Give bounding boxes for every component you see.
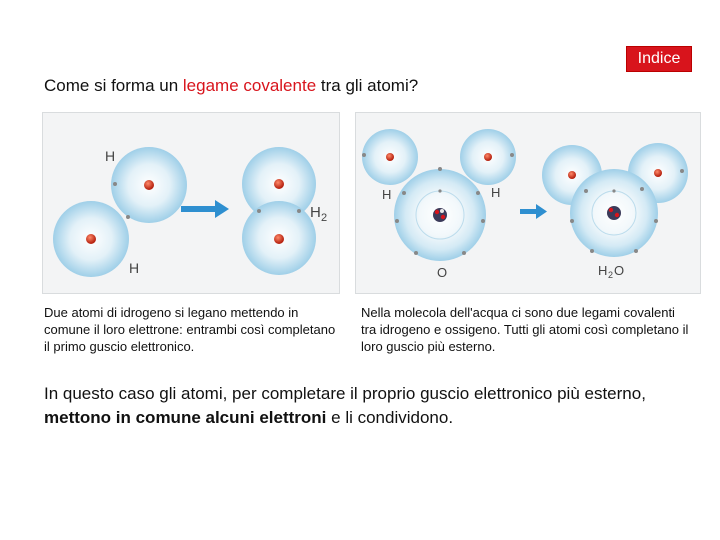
- label-h-bottom: H: [129, 260, 140, 276]
- title-highlight: legame covalente: [182, 76, 317, 95]
- electron: [414, 251, 418, 255]
- electron: [402, 191, 406, 195]
- electron: [395, 219, 399, 223]
- h2-diagram: [43, 113, 339, 293]
- caption-left: [44, 304, 336, 355]
- summary-bold: mettono in comune alcuni elettroni: [44, 408, 327, 427]
- label-h-left: H: [382, 187, 392, 202]
- caption-text: Nella molecola dell'acqua ci sono due legami covalenti tra idrogeno e ossigeno. Tutti gli atomi così completano il loro guscio più esterno.: [361, 305, 689, 354]
- electron: [476, 191, 480, 195]
- electron: [680, 169, 684, 173]
- caption-text: Due atomi di idrogeno si legano mettendo in comune il loro elettrone: entrambi così completano il primo guscio elettronico.: [44, 305, 336, 354]
- summary-text-end: e li condividono.: [326, 408, 454, 427]
- h2-diagram-panel: [42, 112, 340, 294]
- neutron: [440, 209, 444, 213]
- hydrogen-nucleus: [568, 171, 576, 179]
- arrow-icon: [181, 200, 229, 218]
- electron: [640, 187, 644, 191]
- title-text-end: tra gli atomi?: [316, 76, 419, 95]
- hydrogen-nucleus: [386, 153, 394, 161]
- hydrogen-nucleus: [484, 153, 492, 161]
- electron: [481, 219, 485, 223]
- hydrogen-nucleus: [86, 234, 96, 244]
- electron: [590, 249, 594, 253]
- electron: [570, 219, 574, 223]
- label-h2o: H: [598, 263, 608, 278]
- shared-electron: [297, 209, 301, 213]
- electron: [510, 153, 514, 157]
- oxygen-nucleus: [607, 206, 621, 220]
- summary-text: In questo caso gli atomi, per completare il proprio guscio elettronico più esterno,: [44, 384, 646, 403]
- electron: [634, 249, 638, 253]
- label-h2o-subscript: 2: [608, 270, 614, 280]
- electron: [362, 153, 366, 157]
- electron: [438, 189, 441, 192]
- caption-right: [361, 304, 691, 355]
- h2o-diagram-panel: [355, 112, 701, 294]
- label-h2-subscript: 2: [321, 212, 328, 224]
- electron: [462, 251, 466, 255]
- electron: [113, 182, 117, 186]
- index-button[interactable]: Indice: [626, 46, 692, 72]
- hydrogen-nucleus: [144, 180, 154, 190]
- hydrogen-nucleus: [654, 169, 662, 177]
- h2o-diagram: [356, 113, 700, 293]
- proton: [615, 213, 619, 217]
- shared-electron: [257, 209, 261, 213]
- electron: [654, 219, 658, 223]
- electron: [126, 215, 130, 219]
- electron: [612, 189, 615, 192]
- hydrogen-nucleus: [274, 234, 284, 244]
- page-title: [44, 76, 418, 96]
- label-o: O: [437, 265, 448, 280]
- label-h-right: H: [491, 185, 501, 200]
- label-h2: H: [310, 204, 321, 221]
- hydrogen-nucleus: [274, 179, 284, 189]
- label-h2o-o: O: [614, 263, 625, 278]
- title-text: Come si forma un: [44, 76, 183, 95]
- proton: [435, 210, 439, 214]
- electron: [584, 189, 588, 193]
- oxygen-nucleus: [433, 208, 447, 222]
- arrow-icon: [520, 204, 547, 219]
- summary-paragraph: [44, 382, 694, 430]
- label-h-top: H: [105, 148, 116, 164]
- electron: [438, 167, 442, 171]
- proton: [609, 208, 613, 212]
- proton: [441, 215, 445, 219]
